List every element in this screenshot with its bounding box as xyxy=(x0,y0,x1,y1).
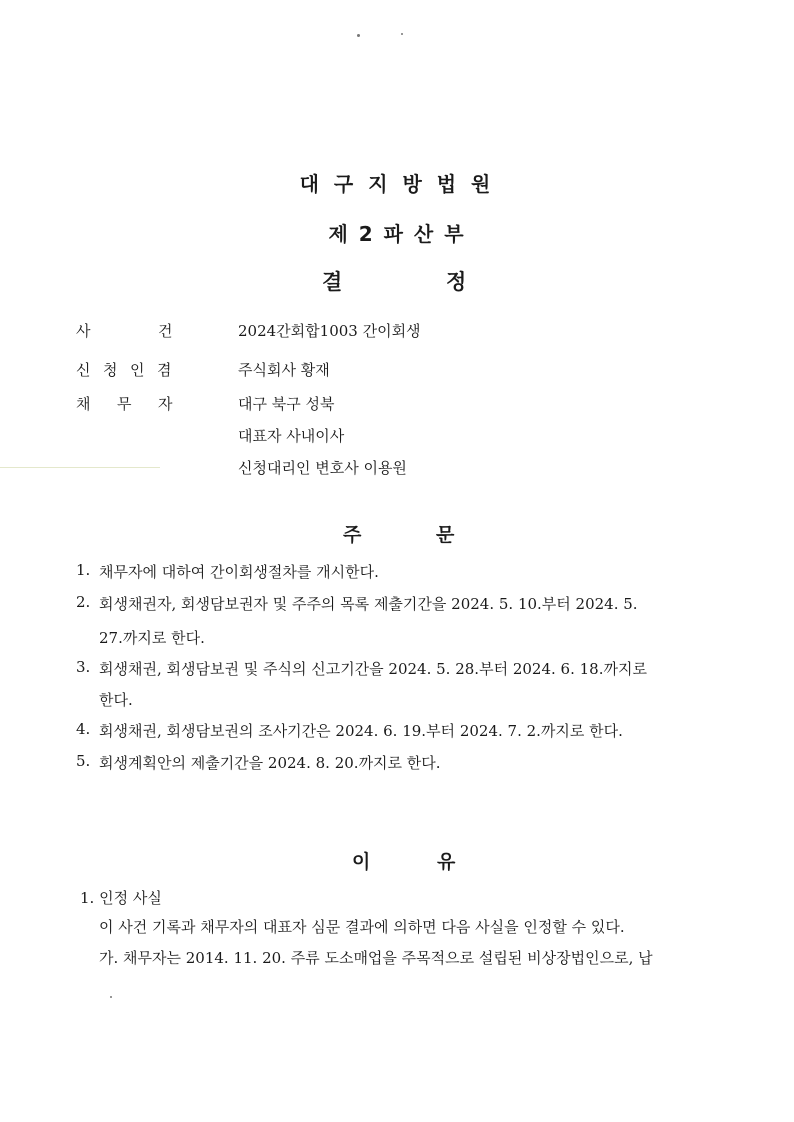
scan-speck xyxy=(110,996,112,998)
reason-item-a: 가. 채무자는 2014. 11. 20. 주류 도소매업을 주목적으로 설립된 비상장법인으로, 납 xyxy=(99,949,653,967)
order-item-2-cont: 27.까지로 한다. xyxy=(99,629,205,647)
applicant-name: 주식회사 황재 xyxy=(238,361,330,379)
reason-title-char: 이 xyxy=(352,851,371,873)
case-number: 2024간회합1003 간이회생 xyxy=(238,322,421,340)
division-name: 제 2 파 산 부 xyxy=(328,222,466,246)
order-title-char: 문 xyxy=(436,524,455,546)
reason-heading: 1. 인정 사실 xyxy=(80,889,162,907)
title-char: 결 xyxy=(322,270,343,294)
reason-title-char: 유 xyxy=(437,851,456,873)
scan-speck xyxy=(357,34,360,37)
debtor-representative: 대표자 사내이사 xyxy=(238,427,345,445)
title-char: 정 xyxy=(446,270,467,294)
debtor-attorney: 신청대리인 변호사 이용원 xyxy=(238,459,407,477)
court-name: 대 구 지 방 법 원 xyxy=(299,172,495,196)
order-title-char: 주 xyxy=(343,524,362,546)
reason-intro: 이 사건 기록과 채무자의 대표자 심문 결과에 의하면 다음 사실을 인정할 수 있다. xyxy=(99,918,625,936)
scan-artifact-line xyxy=(0,467,160,468)
debtor-address: 대구 북구 성북 xyxy=(238,395,335,413)
scan-speck xyxy=(401,33,403,35)
order-item-3-cont: 한다. xyxy=(99,691,133,709)
